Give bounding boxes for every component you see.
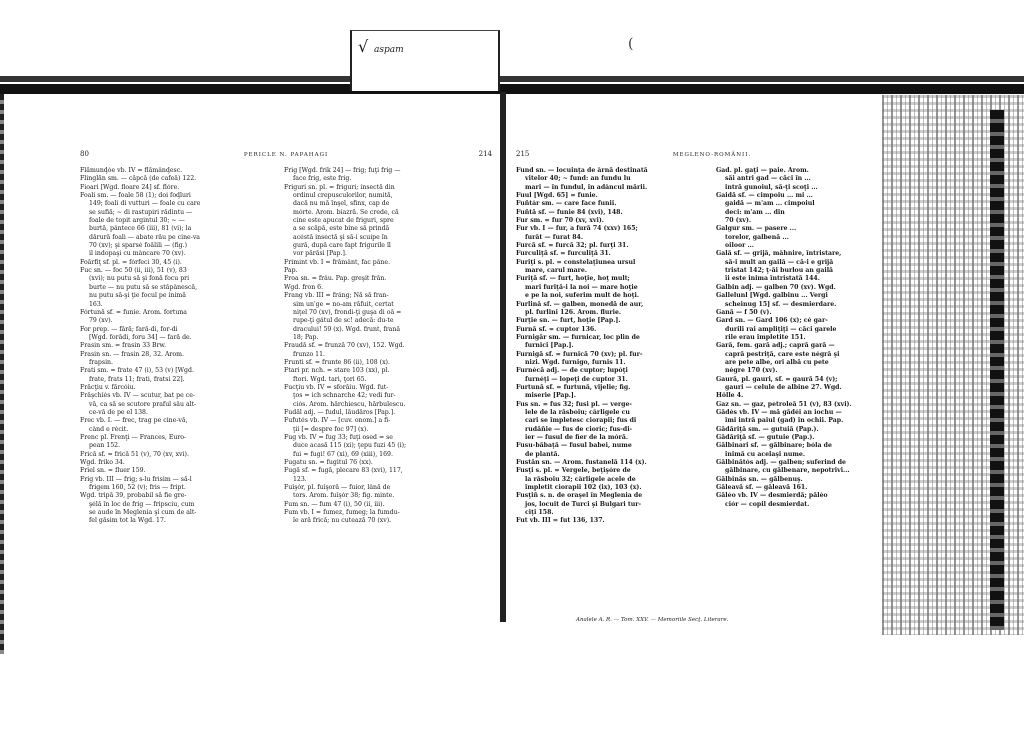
text-line: il indopaşi cu mâncare 70 (xv). bbox=[89, 250, 186, 258]
text-line: Fufutés vb. IV — [cuv. onom.] a fi- bbox=[284, 417, 391, 425]
text-line: Gălbinătós adj. — galben; suferind de bbox=[716, 459, 846, 467]
text-line: Furlină sf. — galben, monedă de aur, bbox=[516, 300, 644, 308]
text-line: Friel sn. = fluer 159. bbox=[80, 467, 146, 475]
text-line: Ftari pr. nch. = stare 103 (xx), pl. bbox=[284, 367, 390, 375]
text-line: furnéţi — lopeţi de cuptor 31. bbox=[525, 375, 628, 383]
text-line: frigem 160, 52 (v); fris — fript. bbox=[89, 484, 186, 492]
book-gutter bbox=[500, 92, 506, 622]
text-line: Flămunḑóe vb. IV = flămânḑesc. bbox=[80, 167, 183, 174]
text-line: mari furiţă-i la noi — mare hoţie bbox=[525, 283, 638, 291]
text-line: Fuĭşór, pl. fuĭşoră — fuior, lână de bbox=[284, 484, 391, 492]
text-line: Wgd. tripă 39, probabil să fie gre- bbox=[80, 492, 187, 500]
text-line: Galgur sm. — pasere ... bbox=[716, 225, 797, 233]
text-line: de plantă. bbox=[525, 450, 560, 458]
text-line: Furţie sn. — furt, hoţie [Pap.]. bbox=[516, 317, 621, 325]
text-line: face frig, este frig. bbox=[293, 175, 352, 183]
text-line: Fucţiu vb. IV = sforăiu. Wgd. fut- bbox=[284, 383, 389, 391]
text-line: Frati sm. = frate 47 (i), 53 (v) [Wgd. bbox=[80, 367, 194, 375]
page-number: 80 bbox=[80, 150, 89, 158]
text-line: Frasin sm. = frasin 33 Brw. bbox=[80, 342, 167, 350]
text-line: Gălbinari sf. — gălbinare; bóla de bbox=[716, 442, 832, 450]
text-line: Furnă sf. = cuptor 136. bbox=[516, 325, 597, 333]
text-line: Furculiţă sf. = furculiţă 31. bbox=[516, 250, 611, 258]
text-line: Pap. bbox=[284, 267, 298, 275]
text-line: Frang vb. III = frâng; Nă să fran- bbox=[284, 292, 389, 300]
text-line: gălbinare, cu gălbenare, nepotrivi... bbox=[725, 467, 850, 475]
text-line: Flinglăn sm. — căpcă (de cafeă) 122. bbox=[80, 175, 197, 183]
text-line: frunzo 11. bbox=[293, 350, 326, 358]
text-line: Fusţiñ s. n. de oraşel în Meglenia de bbox=[516, 492, 643, 500]
text-line: inimă cu acelaşi nume. bbox=[725, 450, 806, 458]
text-line: 163. bbox=[89, 300, 103, 308]
text-line: vă, ca să se scutore praful său alt- bbox=[89, 400, 197, 408]
text-line: Frimint vb. I = frământ, fac pâne. bbox=[284, 258, 391, 266]
text-line: négre 170 (xv). bbox=[725, 367, 778, 375]
text-line: deci: m'am ... din bbox=[725, 208, 785, 216]
text-line: gură, după care fapt frigurile îl bbox=[293, 242, 391, 250]
text-line: [Wgd. forădi, foru 34] — fară de. bbox=[89, 333, 192, 341]
text-line: Fudăl adj. — fudul, lăudăros [Pap.]. bbox=[284, 408, 396, 416]
text-line: tors. Arom. fuĭşór 38; fig. minte. bbox=[293, 492, 395, 500]
page-number: 215 bbox=[516, 150, 530, 158]
text-line: torelor, galbenă ... bbox=[725, 233, 789, 241]
text-line: Gallelunl [Wgd. galbinu ... Vergi bbox=[716, 292, 828, 300]
text-line: ţos = ich schnarche 42; vedi fur- bbox=[293, 392, 396, 400]
text-line: fui = fugi! 67 (xi), 69 (xiii), 169. bbox=[293, 450, 393, 458]
text-line: Fugă sf. = fugă, plecare 83 (xvi), 117, bbox=[284, 467, 403, 475]
text-line: îi este inima întristată 144. bbox=[725, 275, 820, 283]
text-line: niţel 70 (xv), frondi-ţi guşa di oă = bbox=[293, 308, 402, 316]
text-line: tristat 142; ţ-ăi burlou an gailă bbox=[725, 267, 834, 275]
text-line: sim un'ge = no-am răfuit, certat bbox=[293, 300, 394, 308]
text-line: scheinug 15] sf. — desmierdare. bbox=[725, 300, 837, 308]
text-line: Hölle 4. bbox=[716, 392, 744, 400]
text-line: durili rai ampliţiţi — căci garele bbox=[725, 325, 837, 333]
text-line: îmi intră paiul (gad) în ochii. Pap. bbox=[725, 417, 844, 425]
text-line: Furcă sf. = furcă 32; pl. furţi 31. bbox=[516, 242, 629, 250]
text-line: Frică sf. = frică 51 (v), 70 (xv, xvi). bbox=[80, 450, 189, 458]
text-line: Galbin adj. — galben 70 (xv). Wgd. bbox=[716, 283, 836, 291]
left-column-2 bbox=[284, 167, 484, 526]
text-line: ciós. Arom. hărchiescu, hărbulescu. bbox=[293, 400, 406, 408]
text-line: For prep. — fără; fară-di, for-di bbox=[80, 325, 178, 333]
slip-check-mark: √ bbox=[358, 37, 369, 56]
text-line: Fustăn sn. — Arom. fustanelă 114 (x). bbox=[516, 459, 647, 467]
text-line: Fus sn. = fus 32; fusi pl. — verge- bbox=[516, 400, 632, 408]
text-line: Fioari [Wgd. floare 24] sf. flóre. bbox=[80, 183, 180, 191]
text-line: la răsboiu 32; cârligele acele de bbox=[525, 475, 636, 483]
text-line: vitelor 40; ~ fund: an fundu lu bbox=[525, 175, 631, 183]
running-head: PERICLE N. PAPAHAGI bbox=[243, 152, 329, 158]
text-line: Fugatu sn. = fugitul 76 (xx). bbox=[284, 459, 373, 467]
text-line: 18; Pap. bbox=[293, 333, 319, 341]
text-line: şélă în loc de frig — fripsciu, cum bbox=[89, 500, 195, 508]
text-line: Frig [Wgd. frik 24] — frig; fuţi frig — bbox=[284, 167, 401, 174]
text-line: oiloor ... bbox=[725, 242, 754, 250]
text-line: frate, frats 11; frati, fratsi 22]. bbox=[89, 375, 185, 383]
text-line: ftori. Wgd. tari, ţori 65. bbox=[293, 375, 367, 383]
text-line: Furnigăr sm. — furnicar, loc plin de bbox=[516, 333, 640, 341]
text-line: Gălbinăs sn. — gălbenuş. bbox=[716, 475, 803, 483]
text-line: 70 (xv); şi sparsé foălili — (fig.) bbox=[89, 242, 188, 250]
text-line: Fund sn. — locuinţa de ârnă destinată bbox=[516, 167, 648, 174]
text-line: Frăşchĭés vb. IV — scutur, bat pe ce- bbox=[80, 392, 195, 400]
text-line: 149; foali di vutturi — foale cu care bbox=[89, 200, 201, 208]
text-line: Gară, fem. gară adj.; capră gară — bbox=[716, 342, 835, 350]
text-line: Fraudă sf. = frunză 70 (xv), 152. Wgd. bbox=[284, 342, 405, 350]
text-line: se aude în Meglenia şi cum de alt- bbox=[89, 509, 197, 517]
text-line: Gădés vb. IV — mă gădéi an iochu — bbox=[716, 408, 842, 416]
page-footer: Analele A. R. — Tom. XXV. — Memoriile Secţ. Literare. bbox=[576, 617, 729, 623]
text-line: gaidă — m'am ... cimpoiul bbox=[725, 200, 815, 208]
left-column-1 bbox=[80, 167, 278, 526]
text-line: rudăñie — fus de cioric; fus-di- bbox=[525, 425, 633, 433]
scan-shadow-band bbox=[0, 76, 1024, 82]
right-column-1 bbox=[516, 167, 712, 526]
left-page-header bbox=[80, 150, 492, 160]
text-line: dacă nu mă înşel, sfinx, cap de bbox=[293, 200, 390, 208]
text-line: Furnécă adj. — de cuptor; lupóţi bbox=[516, 367, 628, 375]
text-line: dărură foali — abate rău pe cine-va bbox=[89, 233, 200, 241]
right-column-2 bbox=[716, 167, 906, 509]
text-line: miserie [Pap.]. bbox=[525, 392, 577, 400]
text-line: acéstă insectă şi să-i scuipe în bbox=[293, 233, 388, 241]
text-line: Fum sn. — fum 47 (i), 50 (ii, iii). bbox=[284, 500, 385, 508]
right-page-header bbox=[516, 150, 908, 160]
text-line: să-i mult an gailă — că-i e grijă bbox=[725, 258, 834, 266]
text-line: ce-vă de pe el 138. bbox=[89, 408, 148, 416]
text-line: Furiţă sf. — furt, hoţie, hoţ mult; bbox=[516, 275, 630, 283]
left-scan-edge bbox=[0, 94, 4, 654]
text-line: Frasin sn. — frasin 28, 32. Arom. bbox=[80, 350, 184, 358]
text-line: e pe la noi, suferim mult de hoţi. bbox=[525, 292, 640, 300]
text-line: a se scăpă, este bine să prindă bbox=[293, 225, 390, 233]
text-line: ciór — copil desmierdat. bbox=[725, 500, 810, 508]
text-line: Gală sf. — grijă, mâhnire, întristare, bbox=[716, 250, 842, 258]
text-line: mari — în fundul, în adâncul mării. bbox=[525, 183, 648, 191]
text-line: Gădăriţă sf. — gutuie (Pap.). bbox=[716, 434, 815, 441]
text-line: pean 152. bbox=[89, 442, 121, 450]
text-line: Frăcţiu v. fărcóiu. bbox=[80, 383, 136, 391]
text-line: 123. bbox=[293, 475, 307, 483]
text-line: Furiţi s. pl. = constelaţiunea ursul bbox=[516, 258, 636, 266]
text-line: fel găsim tot la Wgd. 17. bbox=[89, 517, 166, 525]
text-line: Friguri sn. pl. = friguri; insectă din bbox=[284, 183, 395, 191]
slip-text: aspam bbox=[374, 45, 404, 55]
text-line: ier — fusul de fier de la móră. bbox=[525, 434, 628, 441]
text-line: foale de topit argintul 30; ~ — bbox=[89, 217, 185, 225]
text-line: furnici [Pap.]. bbox=[525, 342, 574, 350]
text-line: Gad. pl. gaţi — paie. Arom. bbox=[716, 167, 809, 174]
text-line: Fuc sn. — foc 50 (ii, iii), 51 (v), 83 bbox=[80, 267, 187, 275]
text-line: intră gunoiul, să-ţi scoţi ... bbox=[725, 183, 818, 191]
text-line: Frec vb. I. — frec, trag pe cine-vă, bbox=[80, 417, 188, 425]
text-line: Gaidă sf. — cimpoiu ... mi ... bbox=[716, 192, 813, 200]
text-line: lele de la răsboiu; cârligele cu bbox=[525, 408, 630, 416]
text-line: ordinul crepusculorilor, numită, bbox=[293, 192, 393, 200]
text-line: rile erau împletite 151. bbox=[725, 333, 806, 341]
text-line: Fórtună sf. = funie. Arom. fortuna bbox=[80, 308, 187, 316]
text-line: Fuñtár sm. — care face funii. bbox=[516, 200, 617, 208]
text-line: burtă, pântece 66 (iii), 81 (vi); la bbox=[89, 225, 192, 233]
text-line: Fur vb. I — fur, a fură 74 (xxv) 165; bbox=[516, 225, 638, 233]
top-paper-slip bbox=[350, 30, 500, 91]
text-line: Wgd. fron 6. bbox=[284, 283, 324, 291]
text-line: Fur sm. = fur 70 (xv, xvi). bbox=[516, 217, 604, 225]
page-number-secondary: 214 bbox=[478, 150, 492, 158]
text-line: Furtună sf. = furtună, vijelie; fig. bbox=[516, 383, 631, 391]
text-line: burte — nu putu să se stăpânescă, bbox=[89, 283, 198, 291]
text-line: 70 (xv). bbox=[725, 217, 752, 225]
text-line: săi antri gad — căci în ... bbox=[725, 175, 811, 183]
text-line: Gană — f 50 (v). bbox=[716, 308, 772, 316]
text-line: cari se împletesc ciorapii; fus di bbox=[525, 417, 637, 425]
text-line: Fusu-băbaţă — fusul babei, nume bbox=[516, 442, 632, 450]
text-line: împletit ciorapii 102 (ix), 103 (x). bbox=[525, 484, 642, 492]
text-line: Frenc pl. Frenţi — Frances, Euro- bbox=[80, 434, 187, 441]
running-head: MEGLENO-ROMÂNII. bbox=[672, 152, 752, 158]
text-line: Gaură, pl. gauri, sf. = gaură 54 (v); bbox=[716, 375, 838, 383]
text-line: Froa sn. = frâu. Pap. greşit frăn. bbox=[284, 275, 387, 283]
text-line: furăt — furat 84. bbox=[525, 233, 583, 241]
text-line: Furnigă sf. = furnică 70 (xv); pl. fur- bbox=[516, 350, 643, 358]
text-line: Fug vb. IV = fug 33; fuţi osed = se bbox=[284, 434, 393, 441]
text-line: cine este apucat de friguri, spre bbox=[293, 217, 394, 225]
text-line: mórte. Arom. biazră. Se crede, că bbox=[293, 208, 399, 216]
scan-noise-edge bbox=[990, 110, 1004, 630]
text-line: Frig vb. III — frig; s-lu frisim — să-l bbox=[80, 475, 192, 483]
text-line: mare, carul mare. bbox=[525, 267, 588, 275]
text-line: vor părăsi [Pap.]. bbox=[293, 250, 347, 258]
text-line: ţii [= despre foc 97] (x). bbox=[293, 425, 369, 433]
text-line: se sufiă; ~ di rastupiri rădintu — bbox=[89, 208, 193, 216]
text-line: gauri — celule de albine 27. Wgd. bbox=[725, 383, 842, 391]
top-pencil-mark: ( bbox=[628, 36, 634, 52]
text-line: Gaz sn. — gaz, petroleă 51 (v), 83 (xvi). bbox=[716, 400, 852, 408]
text-line: Găléo vb. IV — desmierdă; păléo bbox=[716, 492, 828, 500]
text-line: Fum vb. I = fumez, fumeg; la fumdu- bbox=[284, 509, 400, 517]
text-line: Foărfiţ sf. pl. = fórfeci 30, 45 (i). bbox=[80, 258, 182, 266]
text-line: Fusţi s. pl. = Vergele, beţişóre de bbox=[516, 467, 631, 475]
text-line: capră pestriţă, care este négră şi bbox=[725, 350, 840, 358]
text-line: jos, locuit de Turci şi Bulgari tur- bbox=[525, 500, 642, 508]
text-line: când e récit. bbox=[89, 425, 129, 433]
text-line: are pete albe, ori albă cu pete bbox=[725, 358, 829, 366]
text-line: (xvi); nu putu să şi fonă focu pri bbox=[89, 275, 190, 283]
text-line: duce acasă 115 (xi); ţepu fuzi 45 (i); bbox=[293, 442, 407, 450]
text-line: Fuul [Wgd. 65] = funie. bbox=[516, 192, 598, 200]
text-line: Fut vb. III = fut 136, 137. bbox=[516, 517, 605, 525]
text-line: Gard sn. — Gard 106 (x); cé gar- bbox=[716, 317, 828, 325]
text-line: frapsin. bbox=[89, 358, 114, 366]
text-line: Wgd. friko 34. bbox=[80, 459, 125, 467]
text-line: Gădăriţă sm. — gutuiă (Pap.). bbox=[716, 425, 819, 433]
text-line: Fuñtă sf. — funie 84 (xvi), 148. bbox=[516, 208, 623, 216]
text-line: ciţi 158. bbox=[525, 509, 554, 517]
text-line: le ară frică; nu cutează 70 (xv). bbox=[293, 517, 392, 525]
text-line: nizi. Wgd. furnigo, furnis 11. bbox=[525, 358, 626, 366]
text-line: Găleavă sf. — găleavă 161. bbox=[716, 484, 808, 492]
text-line: dracului! 59 (x). Wgd. frunt, frană bbox=[293, 325, 401, 333]
text-line: Foali sm. — foale 58 (1); doi foḑluri bbox=[80, 192, 191, 200]
text-line: Frunti sf. = frunte 86 (ii), 108 (x). bbox=[284, 358, 390, 366]
text-line: 79 (xv). bbox=[89, 317, 113, 325]
text-line: pl. furlini 126. Arom. flurie. bbox=[525, 308, 622, 316]
scan-dark-band bbox=[0, 84, 1024, 94]
text-line: rupe-ţi gâtul de sc! adecă: du-te bbox=[293, 317, 394, 325]
text-line: nu putu să-şi ţie focul pe inimă bbox=[89, 292, 186, 300]
